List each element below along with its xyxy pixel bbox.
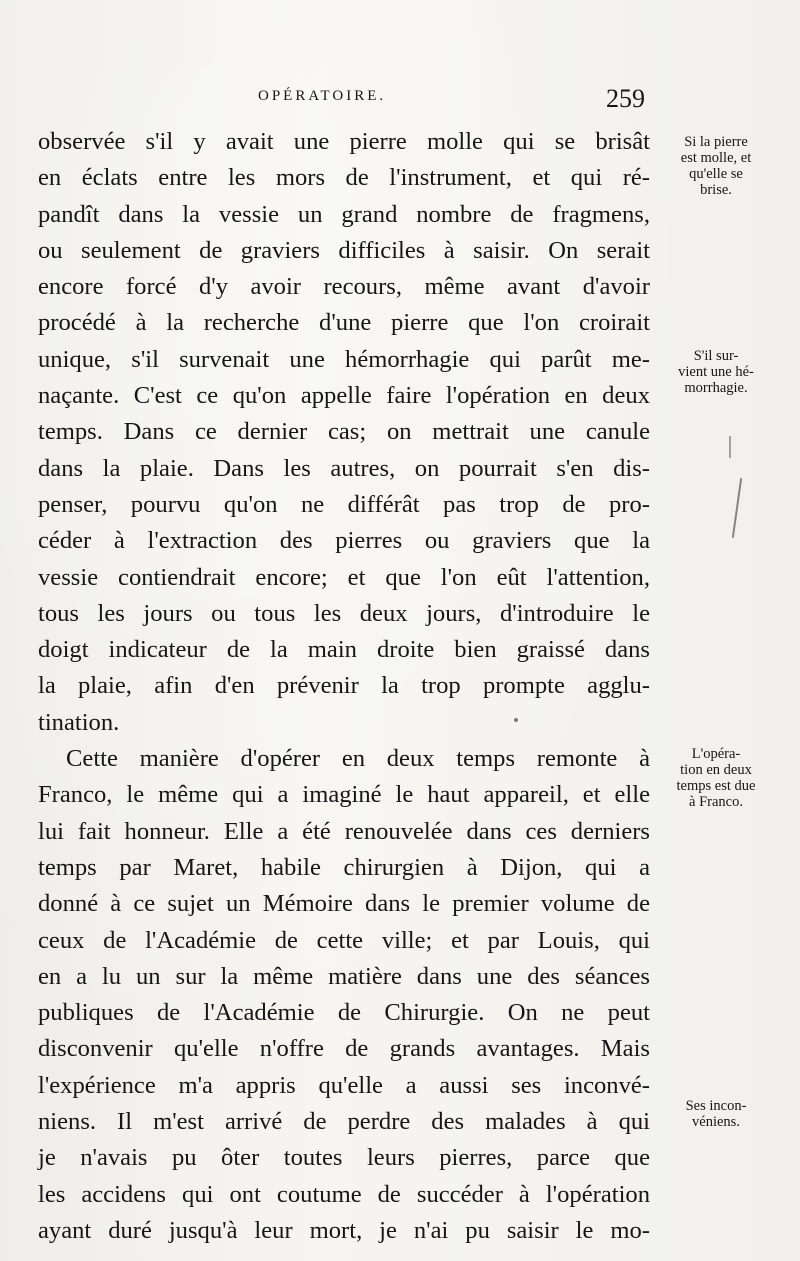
margin-note-line: temps est due (676, 778, 756, 794)
text-line: ou seulement de graviers difficiles à saisir. On serait (38, 236, 650, 264)
paragraph (38, 124, 650, 741)
text-line: Cette manière d'opérer en deux temps remonte à (66, 745, 650, 773)
text-line: naçante. C'est ce qu'on appelle faire l'opération en deux (38, 382, 650, 410)
text-line: penser, pourvu qu'on ne différât pas trop de pro- (38, 490, 650, 518)
margin-note-line: est molle, et (680, 150, 752, 166)
text-line: encore forcé d'y avoir recours, même avant d'avoir (38, 273, 650, 301)
margin-note-line: morrhagie. (684, 380, 748, 396)
margin-note-line: tion en deux (680, 762, 752, 778)
text-line: doigt indicateur de la main droite bien graissé dans (38, 636, 650, 664)
text-line: Franco, le même qui a imaginé le haut appareil, et elle (38, 781, 650, 809)
text-line: pandît dans la vessie un grand nombre de fragmens, (38, 200, 650, 228)
margin-note-line: L'opéra- (691, 746, 741, 762)
text-line: disconvenir qu'elle n'offre de grands avantages. Mais (38, 1035, 650, 1063)
text-line: en a lu un sur la même matière dans une des séances (38, 962, 650, 990)
running-title: OPÉRATOIRE. (258, 88, 387, 104)
margin-note-line: qu'elle se (689, 166, 743, 182)
margin-note (660, 134, 772, 198)
ink-mark (732, 478, 742, 538)
margin-note (660, 1098, 772, 1130)
margin-note-line: à Franco. (689, 794, 743, 810)
ink-mark (729, 436, 731, 458)
text-line: la plaie, afin d'en prévenir la trop prompte agglu- (38, 672, 650, 700)
text-line: unique, s'il survenait une hémorrhagie qui parût me- (38, 345, 650, 373)
text-line: tination. (38, 708, 120, 736)
text-line: tous les jours ou tous les deux jours, d'introduire le (38, 599, 650, 627)
text-line: les accidens qui ont coutume de succéder à l'opération (38, 1180, 650, 1208)
text-line: en éclats entre les mors de l'instrument, et qui ré- (38, 164, 650, 192)
body-text (38, 124, 650, 1249)
margin-note-line: Ses incon- (685, 1098, 747, 1114)
margin-note-line: véniens. (692, 1114, 740, 1130)
page-header (0, 84, 800, 118)
margin-note (660, 746, 772, 810)
text-line: ayant duré jusqu'à leur mort, je n'ai pu saisir le mo- (38, 1216, 650, 1244)
margin-note (660, 348, 772, 396)
text-line: dans la plaie. Dans les autres, on pourrait s'en dis- (38, 454, 650, 482)
text-line: lui fait honneur. Elle a été renouvelée dans ces derniers (38, 817, 650, 845)
text-line: temps par Maret, habile chirurgien à Dijon, qui a (38, 853, 650, 881)
text-line: donné à ce sujet un Mémoire dans le premier volume de (38, 890, 650, 918)
margin-note-line: vient une hé- (678, 364, 754, 380)
text-line: niens. Il m'est arrivé de perdre des malades à qui (38, 1108, 650, 1136)
text-line: vessie contiendrait encore; et que l'on eût l'attention, (38, 563, 650, 591)
text-line: céder à l'extraction des pierres ou graviers que la (38, 527, 650, 555)
text-line: temps. Dans ce dernier cas; on mettrait une canule (38, 418, 650, 446)
margin-note-line: S'il sur- (693, 348, 739, 364)
text-line: publiques de l'Académie de Chirurgie. On ne peut (38, 999, 650, 1027)
margin-note-line: brise. (700, 182, 732, 198)
text-line: l'expérience m'a appris qu'elle a aussi ses inconvé- (38, 1071, 650, 1099)
page-number: 259 (606, 84, 645, 113)
text-line: procédé à la recherche d'une pierre que l'on croirait (38, 309, 650, 337)
ink-dot (514, 718, 518, 722)
paragraph (38, 741, 650, 1249)
margin-note-line: Si la pierre (684, 134, 748, 150)
text-line: ceux de l'Académie de cette ville; et par Louis, qui (38, 926, 650, 954)
text-line: je n'avais pu ôter toutes leurs pierres, parce que (38, 1144, 650, 1172)
text-line: observée s'il y avait une pierre molle qui se brisât (38, 128, 650, 155)
